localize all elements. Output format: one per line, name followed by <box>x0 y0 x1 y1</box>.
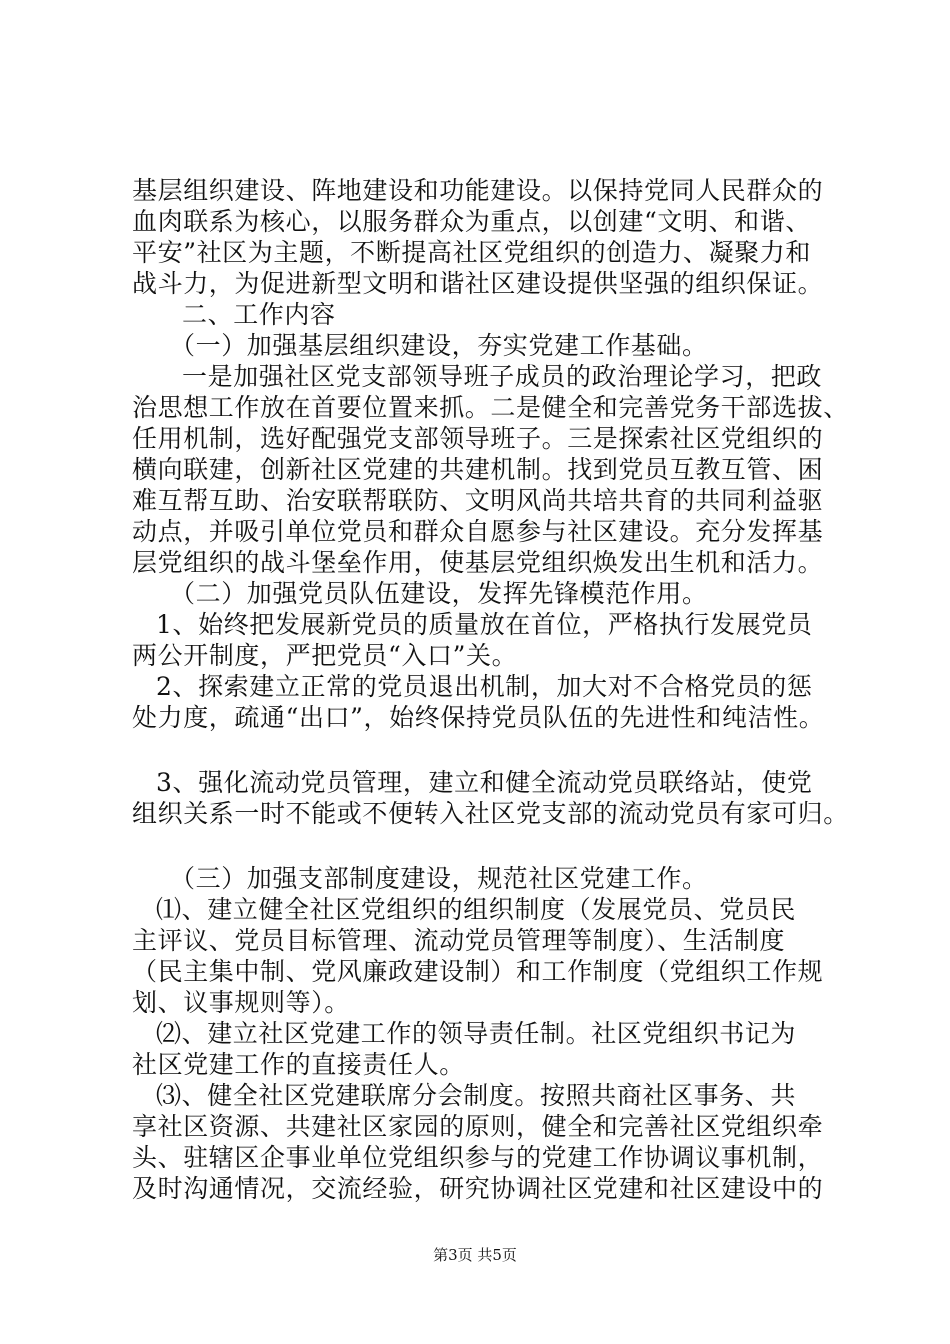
text-line: 社区党建工作的直接责任人。 <box>132 1050 465 1079</box>
text-line: 横向联建，创新社区党建的共建机制。找到党员互教互管、困 <box>132 455 824 484</box>
text-line: 治思想工作放在首要位置来抓。二是健全和完善党务干部选拔、 <box>132 393 849 422</box>
text-line: 层党组织的战斗堡垒作用，使基层党组织焕发出生机和活力。 <box>132 548 824 577</box>
section-heading: 二、工作内容 <box>182 300 336 329</box>
text-line: 战斗力，为促进新型文明和谐社区建设提供坚强的组织保证。 <box>132 269 824 298</box>
text-line: 头、驻辖区企事业单位党组织参与的党建工作协调议事机制， <box>132 1143 824 1172</box>
text-line: 及时沟通情况，交流经验，研究协调社区党建和社区建设中的 <box>132 1174 824 1203</box>
text-line: 一是加强社区党支部领导班子成员的政治理论学习，把政 <box>182 362 823 391</box>
text-line: 划、议事规则等）。 <box>132 988 350 1017</box>
subsection-heading: （二）加强党员队伍建设，发挥先锋模范作用。 <box>170 579 708 608</box>
text-line: 享社区资源、共建社区家园的原则，健全和完善社区党组织牵 <box>132 1112 824 1141</box>
page-number: 第3页 共5页 <box>433 1246 517 1264</box>
text-line: ⑴、建立健全社区党组织的组织制度（发展党员、党员民 <box>156 895 797 924</box>
text-line: 两公开制度，严把党员“入口”关。 <box>132 641 518 670</box>
text-line: 难互帮互助、治安联帮联防、文明风尚共培共育的共同利益驱 <box>132 486 824 515</box>
text-line: 3、强化流动党员管理，建立和健全流动党员联络站，使党 <box>156 768 813 797</box>
text-line: ⑶、健全社区党建联席分会制度。按照共商社区事务、共 <box>156 1081 797 1110</box>
text-line: 处力度，疏通“出口”，始终保持党员队伍的先进性和纯洁性。 <box>132 703 825 732</box>
text-line: 基层组织建设、阵地建设和功能建设。以保持党同人民群众的 <box>132 176 824 205</box>
paragraph-gap <box>132 733 832 767</box>
text-line: 2、探索建立正常的党员退出机制，加大对不合格党员的惩 <box>156 672 813 701</box>
paragraph-gap <box>132 829 832 863</box>
page-footer <box>0 1245 950 1265</box>
text-line: （民主集中制、党风廉政建设制）和工作制度（党组织工作规 <box>132 957 824 986</box>
document-body <box>132 175 849 1204</box>
text-line: 任用机制，选好配强党支部领导班子。三是探索社区党组织的 <box>132 424 824 453</box>
text-line: 主评议、党员目标管理、流动党员管理等制度）、生活制度 <box>132 926 786 955</box>
subsection-heading: （一）加强基层组织建设，夯实党建工作基础。 <box>170 331 708 360</box>
text-line: 平安”社区为主题，不断提高社区党组织的创造力、凝聚力和 <box>132 238 811 267</box>
text-line: 组织关系一时不能或不便转入社区党支部的流动党员有家可归。 <box>132 799 849 828</box>
text-line: 血肉联系为核心，以服务群众为重点，以创建“文明、和谐、 <box>132 207 811 236</box>
text-line: ⑵、建立社区党建工作的领导责任制。社区党组织书记为 <box>156 1019 797 1048</box>
text-line: 动点，并吸引单位党员和群众自愿参与社区建设。充分发挥基 <box>132 517 824 546</box>
subsection-heading: （三）加强支部制度建设，规范社区党建工作。 <box>170 864 708 893</box>
text-line: 1、始终把发展新党员的质量放在首位，严格执行发展党员 <box>156 610 813 639</box>
